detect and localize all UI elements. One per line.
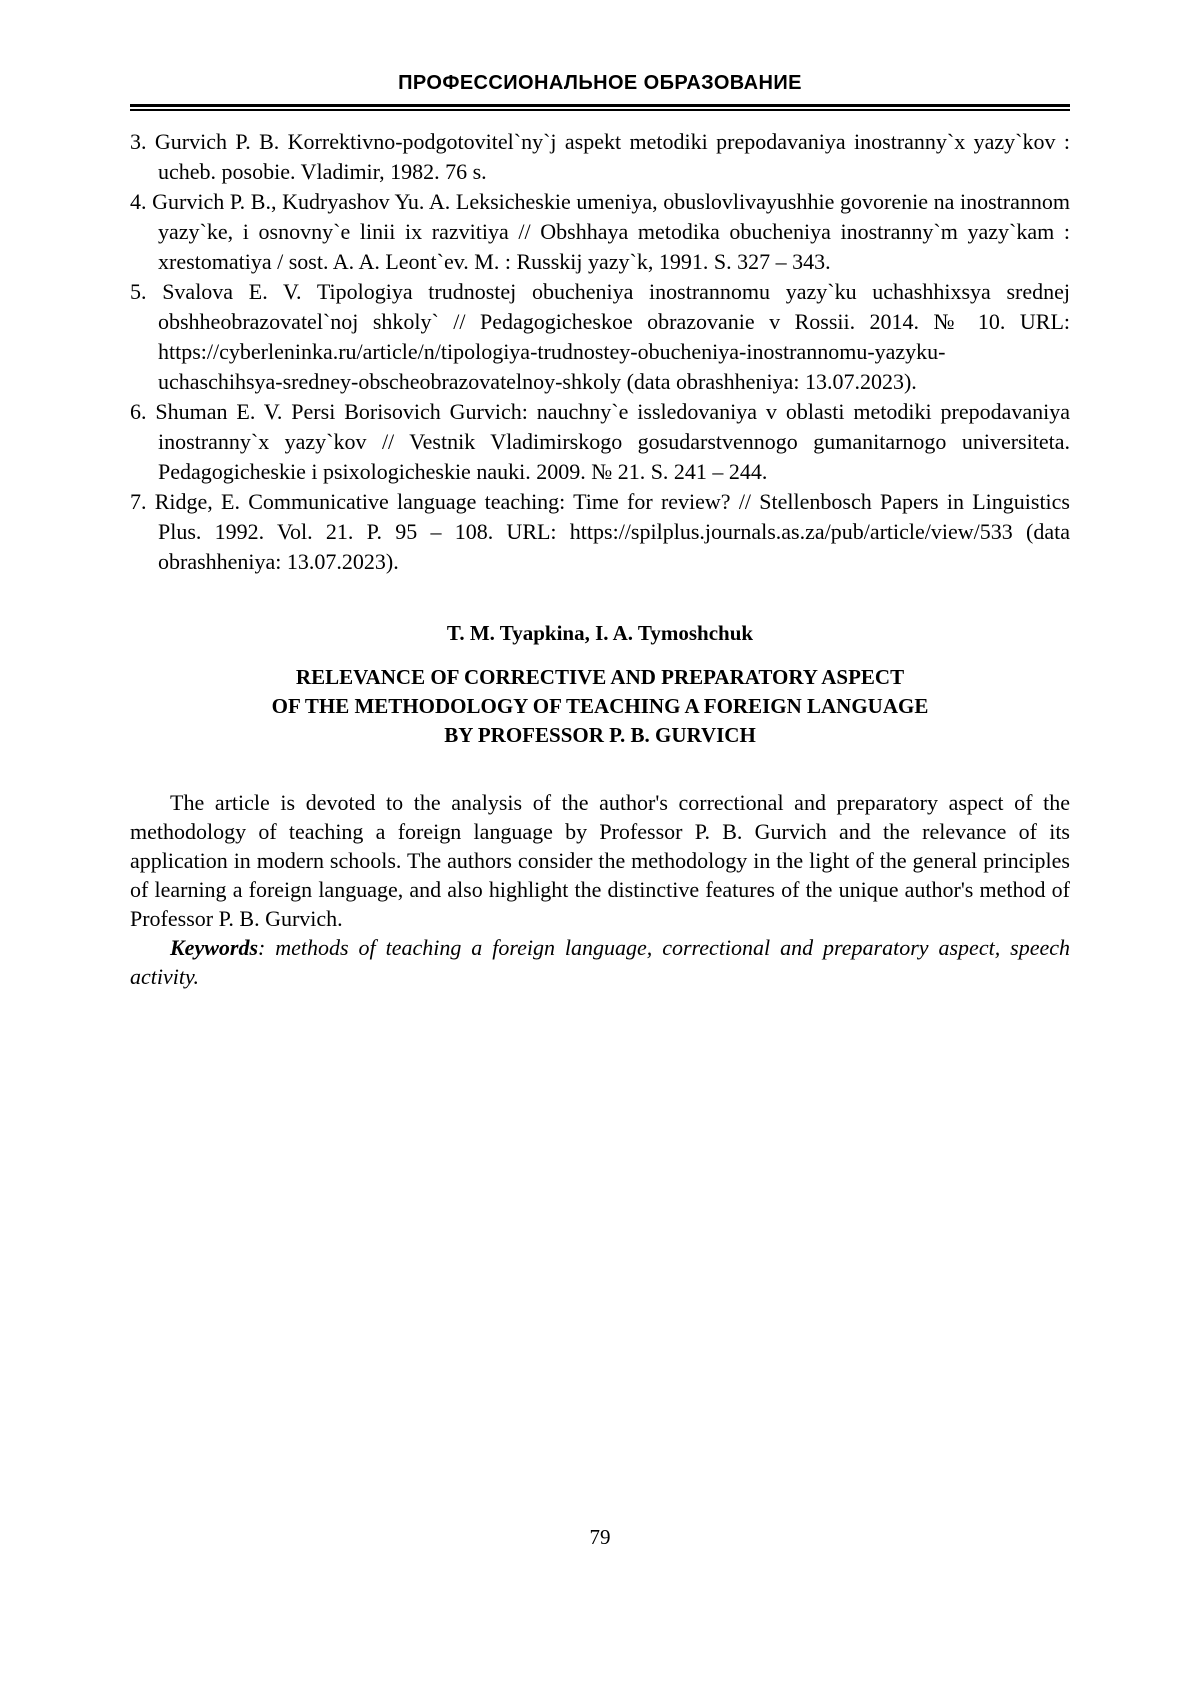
reference-item-6 <box>130 397 1070 487</box>
references-list <box>130 127 1070 577</box>
article-authors: T. M. Tyapkina, I. A. Tymoshchuk <box>446 621 754 645</box>
reference-item-3 <box>130 127 1070 187</box>
article-title-line-3: BY PROFESSOR P. B. GURVICH <box>444 723 756 747</box>
reference-number: 3. <box>130 129 147 154</box>
reference-number: 4. <box>130 189 147 214</box>
reference-item-4 <box>130 187 1070 277</box>
article-abstract: The article is devoted to the analysis of the author's correctional and preparatory aspect of the methodology of teaching a foreign language by Professor P. B. Gurvich and the relevance of its application in modern schools. The authors consider the methodology in the light of the general principles of learning a foreign language, and also highlight the distinctive features of the unique author's method of Professor P. B. Gurvich. <box>130 790 1070 931</box>
reference-text: Ridge, E. Communicative language teaching: Time for review? // Stellenbosch Papers in Linguistics Plus. 1992. Vol. 21. P. 95 – 108. URL: https://spilplus.journals.as.za/pub/article/view/533 (data obrashheniya: 13.07.2023). <box>154 489 1070 574</box>
reference-text: Svalova E. V. Tipologiya trudnostej obucheniya inostrannomu yazy`ku uchashhixsya srednej obshheobrazovatel`noj shkoly` // Pedagogicheskoe obrazovanie v Rossii. 2014. № 10. URL: https://cyberleninka.ru/article/n/tipologiya-trudnostey-obucheniya-inostrannomu-yazyku-uchaschihsya-sredney-obscheobrazovatelnoy-shkoly (data obrashheniya: 13.07.2023). <box>158 279 1070 394</box>
keywords-text: : methods of teaching a foreign language, correctional and preparatory aspect, speech activity. <box>130 935 1070 989</box>
running-header: ПРОФЕССИОНАЛЬНОЕ ОБРАЗОВАНИЕ <box>398 72 802 94</box>
reference-number: 6. <box>130 399 147 424</box>
keywords-label: Keywords <box>170 935 258 960</box>
reference-number: 5. <box>130 279 147 304</box>
article-title <box>130 663 1070 750</box>
reference-item-5 <box>130 277 1070 397</box>
article-title-line-2: OF THE METHODOLOGY OF TEACHING A FOREIGN LANGUAGE <box>271 694 929 718</box>
article-title-line-1: RELEVANCE OF CORRECTIVE AND PREPARATORY ASPECT <box>295 665 905 689</box>
article-keywords <box>130 933 1070 991</box>
reference-text: Shuman E. V. Persi Borisovich Gurvich: nauchny`e issledovaniya v oblasti metodiki prepodavaniya inostranny`x yazy`kov // Vestnik Vladimirskogo gosudarstvennogo gumanitarnogo universiteta. Pedagogicheskie i psixologicheskie nauki. 2009. № 21. S. 241 – 244. <box>155 399 1070 484</box>
reference-text: Gurvich P. B. Korrektivno-podgotovitel`ny`j aspekt metodiki prepodavaniya inostranny`x yazy`kov : ucheb. posobie. Vladimir, 1982. 76 s. <box>154 129 1071 184</box>
page-number: 79 <box>589 1525 611 1549</box>
reference-text: Gurvich P. B., Kudryashov Yu. A. Leksicheskie umeniya, obuslovlivayushhie govorenie na inostrannom yazy`ke, i osnovny`e linii ix razvitiya // Obshhaya metodika obucheniya inostranny`m yazy`kam : xrestomatiya / sost. A. A. Leont`ev. M. : Russkij yazy`k, 1991. S. 327 – 343. <box>152 189 1070 274</box>
header-rule <box>130 104 1070 111</box>
reference-item-7 <box>130 487 1070 577</box>
reference-number: 7. <box>130 489 147 514</box>
